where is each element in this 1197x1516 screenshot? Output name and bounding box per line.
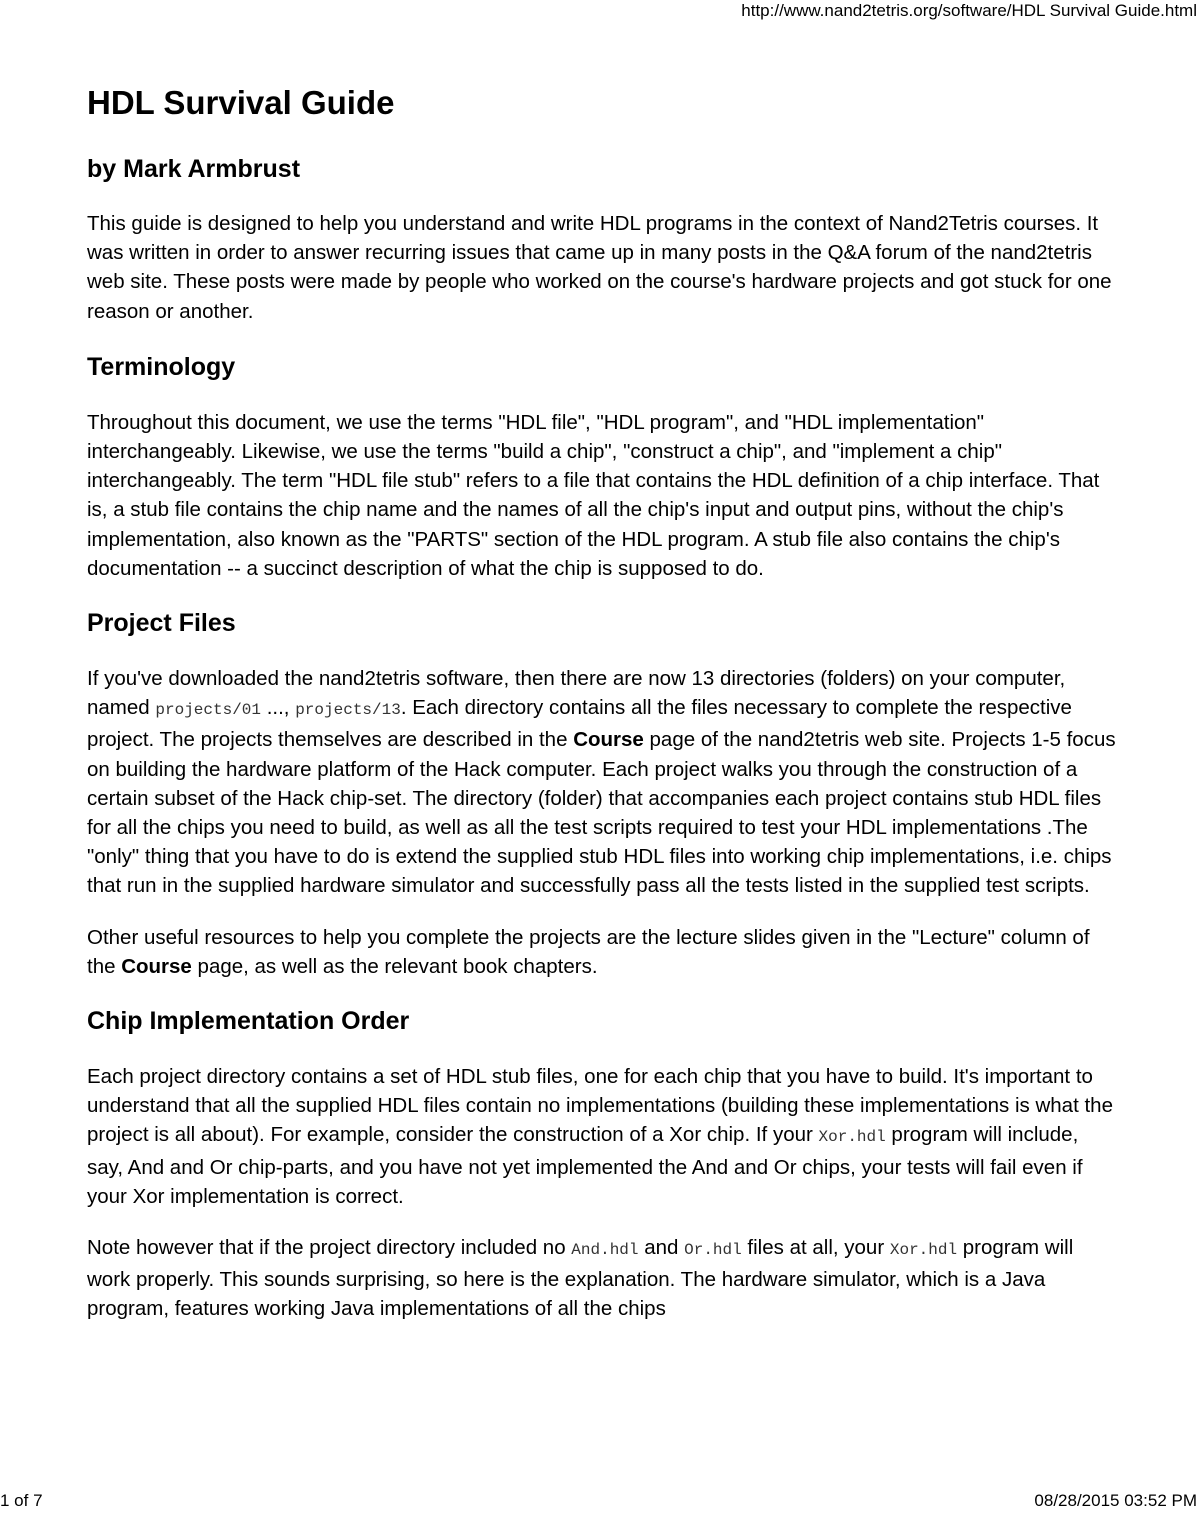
text-run: . Each directory contains all the files necessary to complete the respective project. The projects themselves are described in the — [87, 696, 1072, 752]
author-byline: by Mark Armbrust — [87, 155, 301, 183]
code-xor-hdl: Xor.hdl — [818, 1128, 886, 1147]
text-run: page of the nand2tetris web site. Projects 1-5 focus on building the hardware platform of the Hack computer. Each project walks you through the construction of a certain subset of the Hack chip-set. The directory (folder) that accompanies each project contains stub HDL files for all the chips you need to build, as well as all the test scripts required to test your HDL implementations .The "only" thing that you have to do is extend the supplied stub HDL files into working chip implementations, i.e. chips that run in the supplied hardware simulator and successfully pass all the tests listed in the supplied test scripts. — [87, 728, 1116, 898]
document-content — [87, 80, 1117, 1324]
project-files-paragraph-1 — [87, 664, 1117, 901]
text-run: Note however that if the project directory included no — [87, 1236, 572, 1260]
code-and-hdl: And.hdl — [571, 1241, 639, 1260]
section-heading-terminology: Terminology — [87, 352, 236, 381]
text-run: and — [638, 1236, 685, 1260]
section-heading-chip-implementation-order: Chip Implementation Order — [87, 1007, 410, 1036]
code-xor-hdl: Xor.hdl — [889, 1241, 958, 1260]
print-header-url: http://www.nand2tetris.org/software/HDL Survival Guide.html — [741, 1, 1197, 20]
text-run: program will work properly. This sounds surprising, so here is the explanation. The hardware simulator, which is a Java program, features working Java implementations of all the chips — [87, 1236, 1074, 1321]
print-footer-datetime: 08/28/2015 03:52 PM — [1034, 1491, 1197, 1510]
project-files-paragraph-2 — [87, 923, 1117, 981]
section-heading-project-files: Project Files — [87, 609, 236, 638]
code-or-hdl: Or.hdl — [684, 1241, 742, 1260]
intro-paragraph: This guide is designed to help you understand and write HDL programs in the context of Nand2Tetris courses. It was written in order to answer recurring issues that came up in many posts in the Q&A forum of the nand2tetris web site. These posts were made by people who worked on the course's hardware projects and got stuck for one reason or another. — [87, 212, 1112, 323]
implementation-order-paragraph-2 — [87, 1233, 1117, 1324]
text-run: program will include, say, And and Or chip-parts, and you have not yet implemented the And and Or chips, your tests will fail even if your Xor implementation is correct. — [87, 1123, 1083, 1208]
text-run: If you've downloaded the nand2tetris software, then there are now 13 directories (folders) on your computer, named — [87, 667, 1066, 720]
code-path-projects-01: projects/01 — [155, 701, 262, 720]
text-run: Other useful resources to help you complete the projects are the lecture slides given in the "Lecture" column of the — [87, 925, 1090, 978]
page-title: HDL Survival Guide — [87, 84, 395, 121]
bold-course: Course — [573, 728, 644, 752]
code-path-projects-13: projects/13 — [295, 701, 401, 720]
implementation-order-paragraph-1 — [87, 1062, 1117, 1211]
bold-course: Course — [121, 954, 192, 978]
print-footer-page-number: 1 of 7 — [0, 1491, 43, 1510]
text-run: ..., — [261, 696, 296, 720]
text-run: files at all, your — [741, 1236, 890, 1260]
text-run: page, as well as the relevant book chapters. — [191, 954, 598, 978]
text-run: Each project directory contains a set of HDL stub files, one for each chip that you have to build. It's important to understand that all the supplied HDL files contain no implementations (building these implementations is what the project is all about). For example, consider the construction of a Xor chip. If your — [87, 1065, 1113, 1147]
terminology-paragraph: Throughout this document, we use the terms "HDL file", "HDL program", and "HDL implementation" interchangeably. Likewise, we use the terms "build a chip", "construct a chip", and "implement a chip" interchangeably. The term "HDL file stub" refers to a file that contains the HDL definition of a chip interface. That is, a stub file contains the chip name and the names of all the chip's input and output pins, without the chip's implementation, also known as the "PARTS" section of the HDL program. A stub file also contains the chip's documentation -- a succinct description of what the chip is supposed to do. — [87, 410, 1100, 580]
